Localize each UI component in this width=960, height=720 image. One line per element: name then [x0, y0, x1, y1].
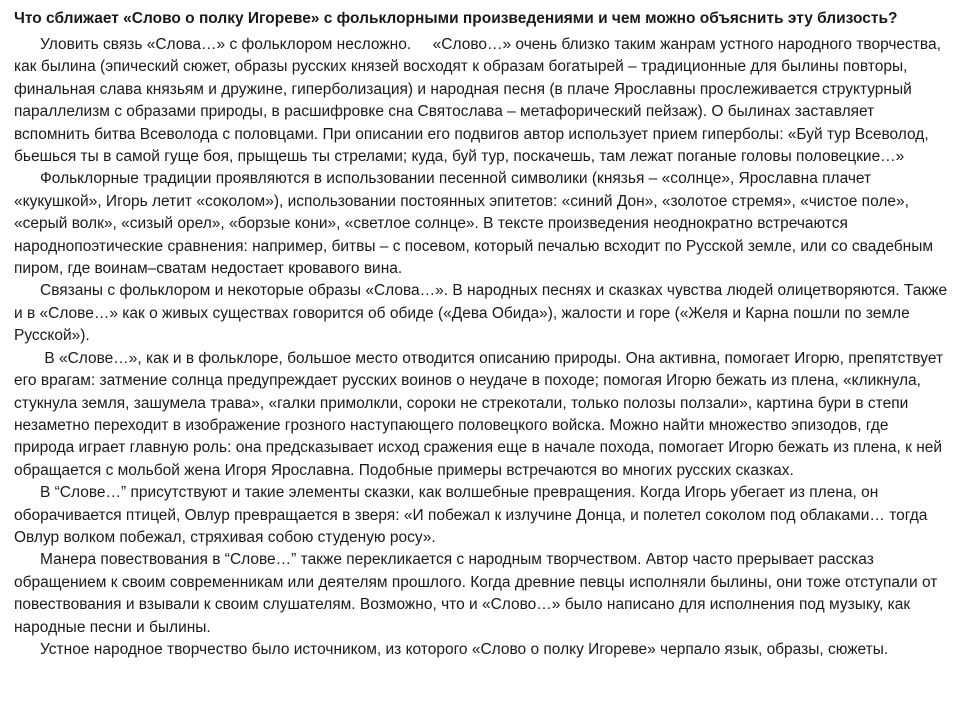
paragraph-narration-manner: Манера повествования в “Слове…” также перекликается с народным творчеством. Автор часто прерывает рассказ обращением к своим современникам или деятелям прошлого. Когда древние певцы исполняли былины, они тоже отступали от повествования и взывали к своим слушателям. Возможно, что и «Слово…» было написано для исполнения под музыку, как народные песни и былины.	[14, 551, 942, 636]
paragraph-images: Связаны с фольклором и некоторые образы «Слова…». В народных песнях и сказках чувства людей олицетворяются. Также и в «Слове…» как о живых существах говорится об обиде («Дева Обида»), жалости и горе («Желя и Карна пошли по земле Русской»).	[14, 282, 952, 345]
paragraph-fairy-tale: В “Слове…” присутствуют и такие элементы сказки, как волшебные превращения. Когда Игорь убегает из плена, он оборачивается птицей, Овлур превращается в зверя: «И побежал к излучине Донца, и полетел соколом под облаками… тогда Овлур волком побежал, стряхивая собою студеную росу».	[14, 484, 932, 546]
paragraph-nature: В «Слове…», как и в фольклоре, большое место отводится описанию природы. Она активна, помогает Игорю, препятствует его врагам: затмение солнца предупреждает русских воинов о неудаче в походе; помогая Игорю бежать из плена, «кликнула, стукнула земля, зашумела трава», «галки примолкли, сороки не стрекотали, только полозы ползали», картина бури в степи незаметно переходит в изображение грозного наступающего половецкого войска. Можно найти множество эпизодов, где природа играет главную роль: она предсказывает исход сражения еще в начале похода, помогает Игорю бежать из плена, к ней обращается с мольбой жена Игоря Ярославна. Подобные примеры встречаются во многих русских сказках.	[14, 349, 948, 479]
question-title: Что сближает «Слово о полку Игореве» с фольклорными произведениями и чем можно объяснить эту близость?	[14, 10, 898, 27]
paragraph-conclusion: Устное народное творчество было источником, из которого «Слово о полку Игореве» черпало язык, образы, сюжеты.	[40, 640, 889, 658]
answer-body	[14, 34, 950, 661]
paragraph-song-symbolism: Фольклорные традиции проявляются в использовании песенной символики (князья – «солнце», Ярославна плачет «кукушкой», Игорь летит «соколом»), использовании постоянных эпитетов: «синий Дон», «золотое стремя», «чистое поле», «серый волк», «сизый орел», «борзые кони», «светлое солнце». В тексте произведения неоднократно встречаются народнопоэтические сравнения: например, битвы – с посевом, который печалью всходит по Русской земле, или со свадебным пиром, где воинам–сватам недостает кровавого вина.	[14, 170, 938, 278]
paragraph-folklore-link: Уловить связь «Слова…» с фольклором несложно. «Слово…» очень близко таким жанрам устного народного творчества, как былина (эпический сюжет, образы русских князей восходят к образам богатырей – традиционные для былины повторы, финальная слава князьям и дружине, гиперболизация) и народная песня (в плаче Ярославны прослеживается структурный параллелизм с образами природы, в расшифровке сна Святослава – метафорический пейзаж). О былинах заставляет вспомнить битва Всеволода с половцами. При описании его подвигов автор использует прием гиперболы: «Буй тур Всеволод, бьешься ты в самой гуще боя, прыщешь ты стрелами; куда, буй тур, поскачешь, там лежат поганые головы половецкие…»	[14, 36, 946, 166]
